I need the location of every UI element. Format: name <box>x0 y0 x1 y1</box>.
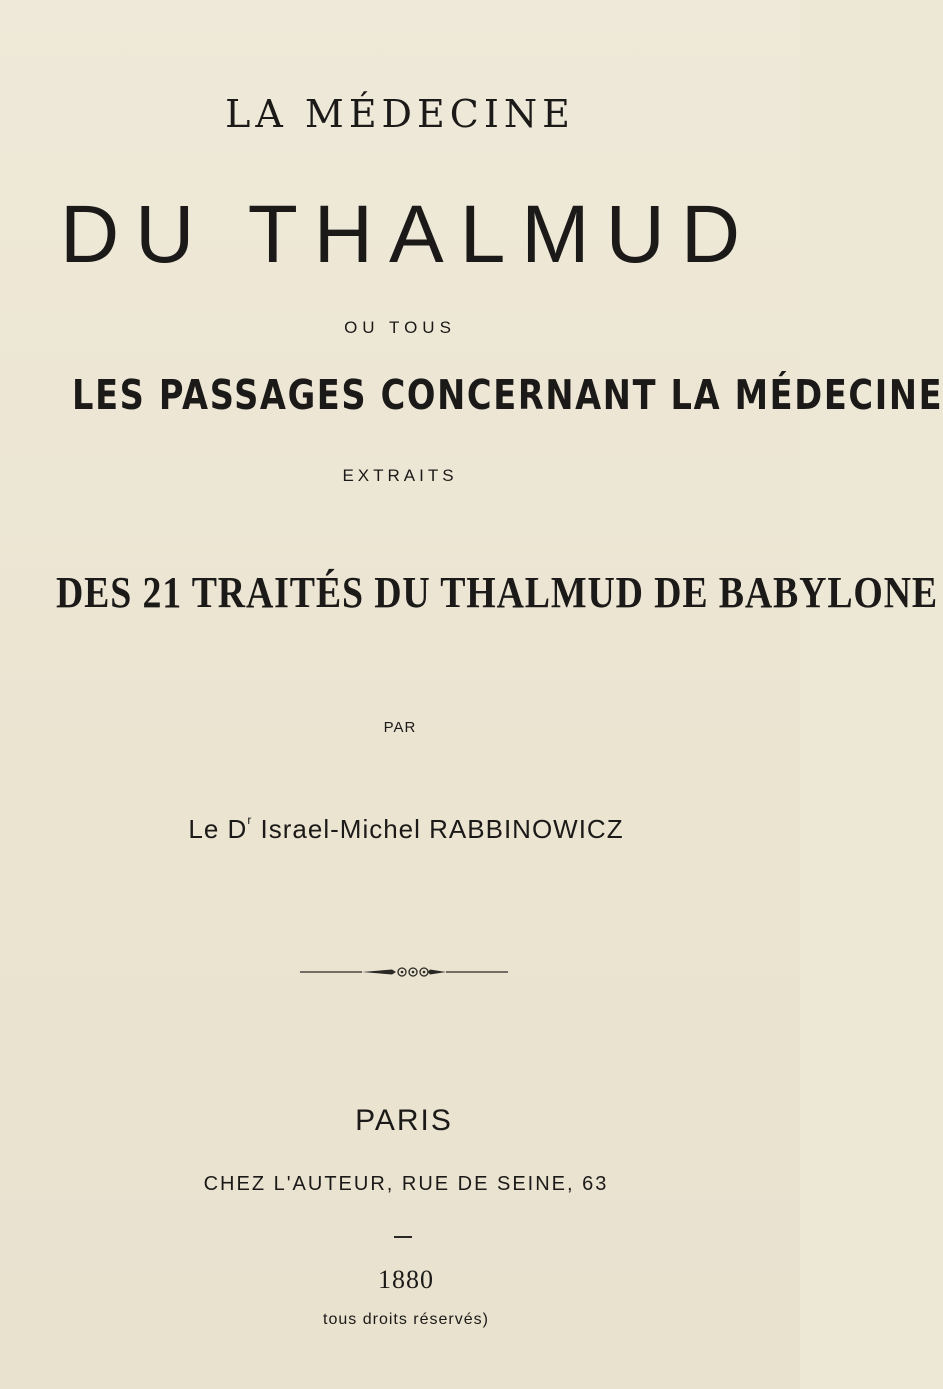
author-line <box>6 813 806 845</box>
title-line-du-thalmud: DU THALMUD <box>59 189 757 280</box>
subtitle-traites: DES 21 TRAITÉS DU THALMUD DE BABYLONE <box>56 568 939 617</box>
rights-notice: tous droits réservés) <box>323 1311 489 1328</box>
subtitle-extraits: EXTRAITS <box>342 466 458 485</box>
ornament-divider-icon <box>300 964 508 980</box>
author-name: Israel-Michel RABBINOWICZ <box>252 814 624 844</box>
publisher-address: CHEZ L'AUTEUR, RUE DE SEINE, 63 <box>203 1173 609 1195</box>
title-line-la-medecine: LA MÉDECINE <box>225 92 575 136</box>
subtitle-passages: LES PASSAGES CONCERNANT LA MÉDECINE <box>72 371 943 419</box>
publication-year: 1880 <box>378 1265 434 1294</box>
separator-dash <box>394 1236 412 1238</box>
author-title-superscript: r <box>247 813 253 827</box>
publisher-city: PARIS <box>355 1104 453 1137</box>
by-label: PAR <box>383 719 417 736</box>
author-prefix: Le D <box>188 814 248 844</box>
subtitle-ou-tous: OU TOUS <box>344 318 456 337</box>
